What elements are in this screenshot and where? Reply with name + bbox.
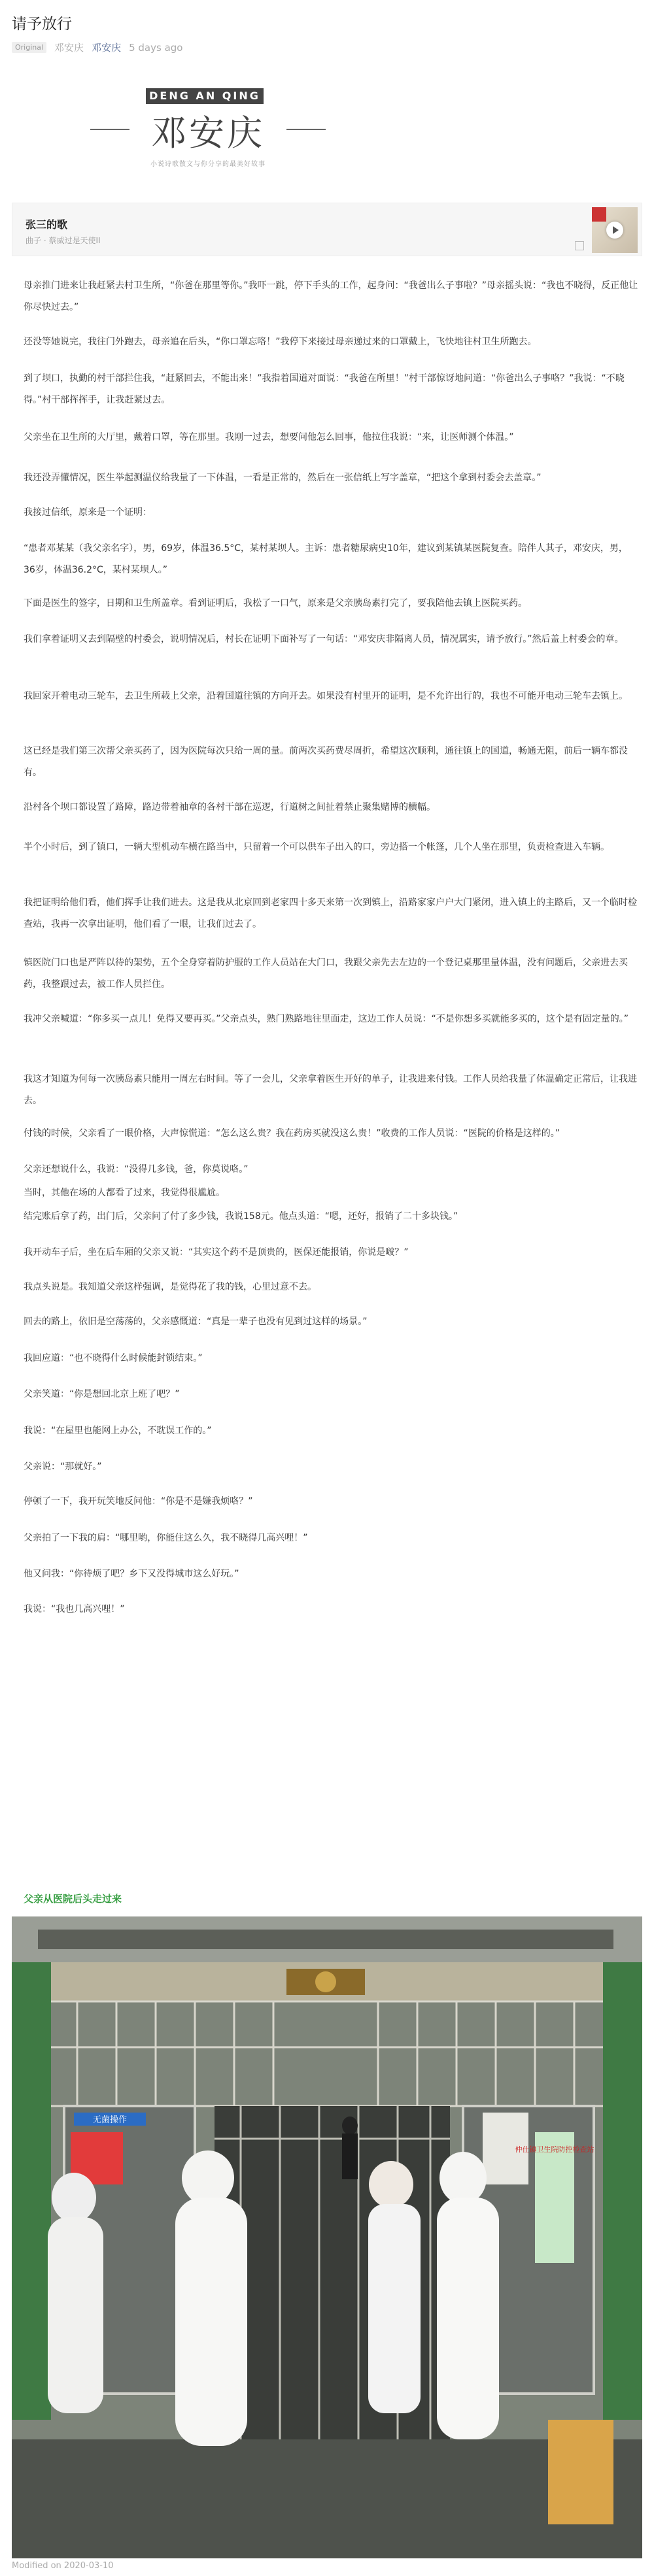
paragraph: 我回应道：“也不晓得什么时候能封锁结束。”: [24, 1353, 203, 1363]
paragraph: 父亲还想说什么，我说：“没得几多钱，爸，你莫说咯。”: [24, 1164, 249, 1175]
music-logo-icon: [592, 207, 606, 222]
paragraph: 我回家开着电动三轮车，去卫生所载上父亲，沿着国道往镇的方向开去。如果没有村里开的证明，是不允许出行的，我也不可能开电动三轮车去镇上。: [24, 691, 628, 701]
original-tag: Original: [12, 42, 46, 53]
sign-left-text: 无菌操作: [92, 2115, 128, 2125]
paragraph: 父亲拍了一下我的肩：“哪里哟，你能住这么久，我不晓得几高兴哩！”: [24, 1533, 308, 1543]
account-link[interactable]: 邓安庆: [92, 42, 122, 54]
article-meta: [12, 41, 182, 54]
paragraph: 我接过信纸，原来是一个证明：: [24, 507, 152, 518]
paragraph: 这已经是我们第三次帮父亲买药了，因为医院每次只给一周的量。前两次买药费尽周折，希望这次顺利，通往镇上的国道，畅通无阻，前后一辆车都没有。: [24, 746, 628, 778]
photo-illustration: [12, 1916, 642, 2558]
paragraph: 我说：“在屋里也能网上办公，不耽误工作的。”: [24, 1426, 212, 1436]
music-card[interactable]: [12, 203, 642, 256]
sign-right-text: 仲仕镇卫生院防控检查站: [515, 2145, 594, 2154]
paragraph: 他又问我：“你待烦了吧？乡下又没得城市这么好玩。”: [24, 1569, 239, 1579]
paragraph: 镇医院门口也是严阵以待的架势，五个全身穿着防护服的工作人员站在大门口，我跟父亲先去左边的一个登记桌那里量体温，没有问题后，父亲进去买药，我整跟过去，被工作人员拦住。: [24, 958, 628, 990]
music-badge-icon: [575, 241, 584, 250]
article-title: 请予放行: [12, 16, 72, 33]
paragraph: 回去的路上，依旧是空荡荡的，父亲感慨道：“真是一辈子也没有见到过这样的场景。”: [24, 1316, 368, 1327]
paragraph: 沿村各个坝口都设置了路障，路边带着袖章的各村干部在巡逻，行道树之间扯着禁止聚集赌博的横幅。: [24, 802, 436, 812]
paragraph: 还没等她说完，我往门外跑去，母亲追在后头，“你口罩忘咯！”我停下来接过母亲递过来的口罩戴上，飞快地往村卫生所跑去。: [24, 337, 537, 347]
logo-chinese: 邓安庆: [151, 112, 265, 154]
author-logo: [90, 88, 326, 173]
paragraph: 我还没弄懂情况，医生举起测温仪给我量了一下体温，一看是正常的，然后在一张信纸上写字盖章，“把这个拿到村委会去盖章。”: [24, 473, 542, 483]
paragraph: 父亲说：“那就好。”: [24, 1462, 102, 1472]
paragraph: 停顿了一下，我开玩笑地反问他：“你是不是嫌我烦咯？”: [24, 1496, 253, 1507]
publish-time: 5 days ago: [129, 41, 183, 54]
paragraph: 我把证明给他们看，他们挥手让我们进去。这是我从北京回到老家四十多天来第一次到镇上，沿路家家户户大门紧闭，进入镇上的主路后，又一个临时检查站，我再一次拿出证明，他们看了一眼，让我们过去了。: [24, 897, 637, 929]
paragraph: 我冲父亲喊道：“你多买一点儿！免得又要再买。”父亲点头，熟门熟路地往里面走，这边工作人员说：“不是你想多买就能多买的，这个是有固定量的。”: [24, 1014, 629, 1024]
play-icon[interactable]: [606, 222, 623, 239]
paragraph: 半个小时后，到了镇口，一辆大型机动车横在路当中，只留着一个可以供车子出入的口，旁边搭一个帐篷，几个人坐在那里，负责检查进入车辆。: [24, 842, 610, 852]
paragraph: 母亲推门进来让我赶紧去村卫生所，“你爸在那里等你。”我吓一跳，停下手头的工作，起身问：“我爸出么子事啦？”母亲摇头说：“我也不晓得，反正他让你尽快过去。”: [24, 280, 638, 312]
paragraph: 到了坝口，执勤的村干部拦住我，“赶紧回去，不能出来！”我指着国道对面说：“我爸在所里！”村干部惊讶地问道：“你爸出么子事咯？”我说：“不晓得。”村干部挥挥手，让我赶紧过去。: [24, 373, 625, 405]
modified-date: Modified on 2020-03-10: [12, 2561, 114, 2571]
album-cover: [592, 207, 638, 253]
paragraph: 父亲笑道：“你是想回北京上班了吧？”: [24, 1389, 180, 1399]
paragraph: 我这才知道为何每一次胰岛素只能用一周左右时间。等了一会儿，父亲拿着医生开好的单子，让我进来付钱。工作人员给我量了体温确定正常后，让我进去。: [24, 1074, 637, 1106]
paragraph: 我们拿着证明又去到隔壁的村委会，说明情况后，村长在证明下面补写了一句话：“邓安庆非隔离人员，情况属实，请予放行。”然后盖上村委会的章。: [24, 634, 624, 644]
song-singer: 曲子 · 蔡威过是天使II: [26, 236, 101, 245]
author-name: 邓安庆: [54, 42, 84, 54]
paragraph: 父亲坐在卫生所的大厅里，戴着口罩，等在那里。我刚一过去，想要问他怎么回事，他拉住我说：“来，让医师测个体温。”: [24, 432, 514, 443]
paragraph: “患者邓某某（我父亲名字），男，69岁，体温36.5°C，某村某坝人。主诉：患者糖尿病史10年，建议到某镇某医院复查。陪伴人其子，邓安庆，男，36岁，体温36.2°C，某村某坝人。”: [24, 543, 628, 575]
paragraph: 我开动车子后，坐在后车厢的父亲又说：“其实这个药不是顶贵的，医保还能报销，你说是啵？”: [24, 1247, 409, 1258]
paragraph: 结完账后拿了药，出门后，父亲问了付了多少钱，我说158元。他点头道：“嗯，还好，报销了二十多块钱。”: [24, 1211, 458, 1222]
paragraph: 下面是医生的签字，日期和卫生所盖章。看到证明后，我松了一口气，原来是父亲胰岛素打完了，要我陪他去镇上医院买药。: [24, 598, 527, 609]
logo-english: DENG AN QING: [146, 88, 264, 104]
hospital-photo: [12, 1916, 642, 2558]
paragraph: 付钱的时候，父亲看了一眼价格，大声惊慌道：“怎么这么贵？我在药房买就没这么贵！”收费的工作人员说：“医院的价格是这样的。”: [24, 1128, 560, 1139]
paragraph: 我点头说是。我知道父亲这样强调，是觉得花了我的钱，心里过意不去。: [24, 1282, 317, 1292]
song-title: 张三的歌: [26, 218, 68, 231]
image-caption: 父亲从医院后头走过来: [24, 1893, 122, 1905]
paragraph: 当时，其他在场的人都看了过来，我觉得很尴尬。: [24, 1188, 225, 1198]
paragraph: 我说：“我也几高兴哩！”: [24, 1604, 125, 1614]
logo-subtitle: 小说诗歌散文与你分享的最美好故事: [150, 161, 266, 168]
